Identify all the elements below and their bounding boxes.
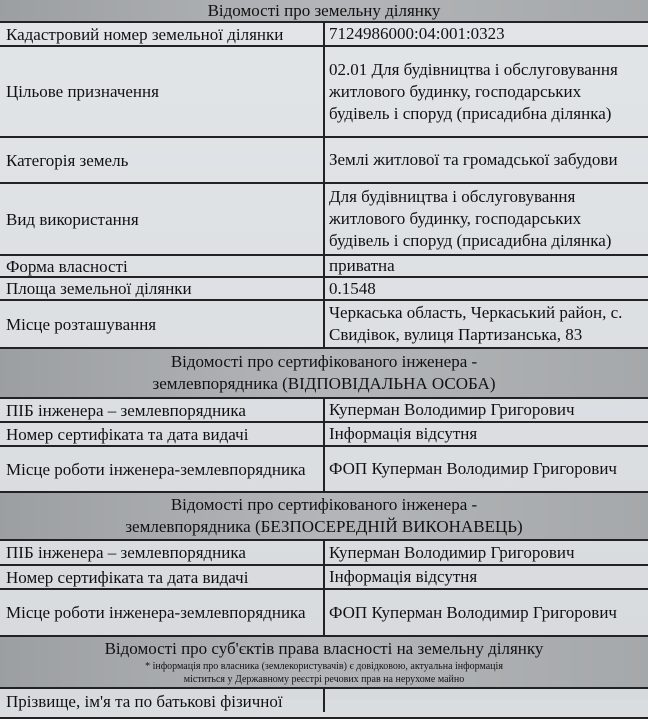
- table-row: ПІБ інженера – землевпорядника Куперман Володимир Григорович: [0, 399, 648, 423]
- table-row: Категорія земель Землі житлової та громадської забудови: [0, 138, 648, 184]
- footnote: * інформація про власника (землекористувачів) є довідковою, актуальна інформація міститься у Державному реєстрі речових прав на нерухоме майно: [145, 661, 503, 685]
- table-row: Місце роботи інженера-землевпорядника ФОП Куперман Володимир Григорович: [0, 590, 648, 637]
- table-row: Місце роботи інженера-землевпорядника ФОП Куперман Володимир Григорович: [0, 447, 648, 493]
- section-header-executor-engineer: Відомості про сертифікованого інженера - землевпорядника (БЕЗПОСЕРЕДНІЙ ВИКОНАВЕЦЬ): [0, 493, 648, 541]
- table-row: Місце розташування Черкаська область, Черкаський район, с. Свидівок, вулиця Партизанська, 83: [0, 301, 648, 349]
- table-row: Площа земельної ділянки 0.1548: [0, 278, 648, 301]
- section-header-land-plot: Відомості про земельну ділянку: [0, 0, 648, 23]
- table-row: Форма власності приватна: [0, 256, 648, 278]
- section-header-owners: [0, 637, 648, 689]
- table-row: Номер сертифіката та дата видачі Інформація відсутня: [0, 566, 648, 590]
- table-row: Номер сертифіката та дата видачі Інформація відсутня: [0, 423, 648, 447]
- table-row: ПІБ інженера – землевпорядника Куперман Володимир Григорович: [0, 541, 648, 566]
- table-row: Кадастровий номер земельної ділянки 7124986000:04:001:0323: [0, 23, 648, 47]
- table-row: Прізвище, ім'я та по батькові фізичної: [0, 689, 648, 719]
- section-header-responsible-engineer: Відомості про сертифікованого інженера - землевпорядника (ВІДПОВІДАЛЬНА ОСОБА): [0, 349, 648, 399]
- table-row: Вид використання Для будівництва і обслуговування житлового будинку, господарських будівель і споруд (присадибна ділянка): [0, 184, 648, 256]
- section-title: Відомості про суб'єктів права власності на земельну ділянку: [104, 639, 544, 658]
- table-row: Цільове призначення 02.01 Для будівництва і обслуговування житлового будинку, господарських будівель і споруд (присадибна ділянка): [0, 47, 648, 138]
